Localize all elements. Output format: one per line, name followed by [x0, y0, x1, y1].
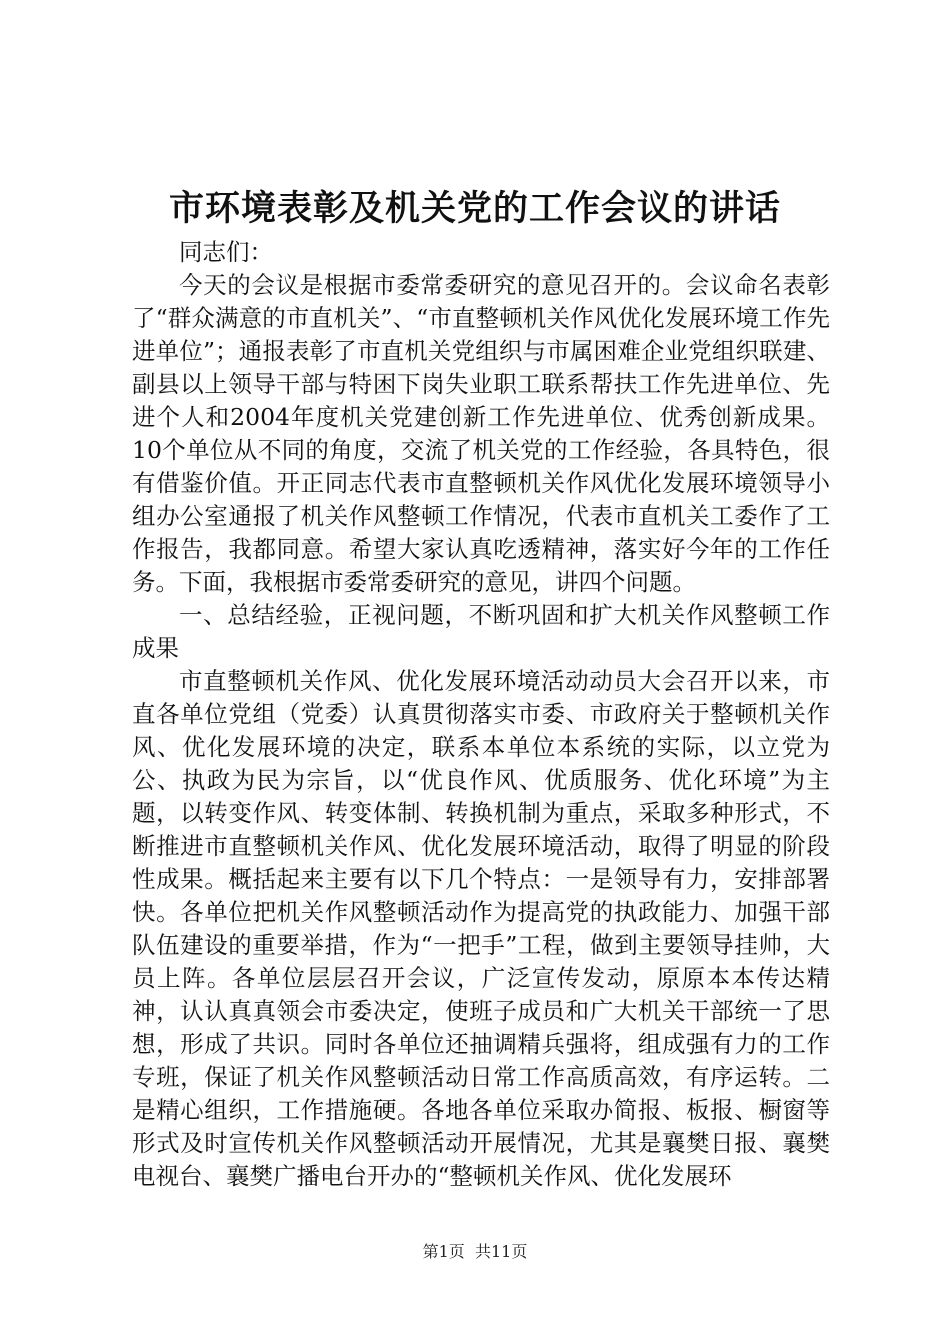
footer-separator: [465, 1242, 475, 1261]
salutation-paragraph: 同志们：: [179, 238, 273, 266]
document-title: 市环境表彰及机关党的工作会议的讲话: [168, 188, 781, 229]
document-body: [132, 236, 830, 1193]
page-number: 第1页: [422, 1242, 465, 1261]
total-pages: 共11页: [474, 1242, 528, 1261]
body-paragraph: 市直整顿机关作风、优化发展环境活动动员大会召开以来，市直各单位党组（党委）认真贯彻落实市委、市政府关于整顿机关作风、优化发展环境的决定，联系本单位本系统的实际，以立党为公、执政为民为宗旨，以“优良作风、优质服务、优化环境”为主题，以转变作风、转变体制、转换机制为重点，采取多种形式，不断推进市直整顿机关作风、优化发展环境活动，取得了明显的阶段性成果。概括起来主要有以下几个特点：一是领导有力，安排部署快。各单位把机关作风整顿活动作为提高党的执政能力、加强干部队伍建设的重要举措，作为“一把手”工程，做到主要领导挂帅，大员上阵。各单位层层召开会议，广泛宣传发动，原原本本传达精神，认认真真领会市委决定，使班子成员和广大机关干部统一了思想，形成了共识。同时各单位还抽调精兵强将，组成强有力的工作专班，保证了机关作风整顿活动日常工作高质高效，有序运转。二是精心组织，工作措施硬。各地各单位采取办简报、板报、橱窗等形式及时宣传机关作风整顿活动开展情况，尤其是襄樊日报、襄樊电视台、襄樊广播电台开办的“整顿机关作风、优化发展环: [132, 667, 830, 1190]
section-heading: 一、总结经验，正视问题，不断巩固和扩大机关作风整顿工作成果: [132, 601, 830, 662]
page-footer: [0, 1240, 950, 1264]
body-paragraph: 今天的会议是根据市委常委研究的意见召开的。会议命名表彰了“群众满意的市直机关”、“市直整顿机关作风优化发展环境工作先进单位”；通报表彰了市直机关党组织与市属困难企业党组织联建、副县以上领导干部与特困下岗失业职工联系帮扶工作先进单位、先进个人和2004年度机关党建创新工作先进单位、优秀创新成果。10个单位从不同的角度，交流了机关党的工作经验，各具特色，很有借鉴价值。开正同志代表市直整顿机关作风优化发展环境领导小组办公室通报了机关作风整顿工作情况，代表市直机关工委作了工作报告，我都同意。希望大家认真吃透精神，落实好今年的工作任务。下面，我根据市委常委研究的意见，讲四个问题。: [132, 271, 830, 596]
